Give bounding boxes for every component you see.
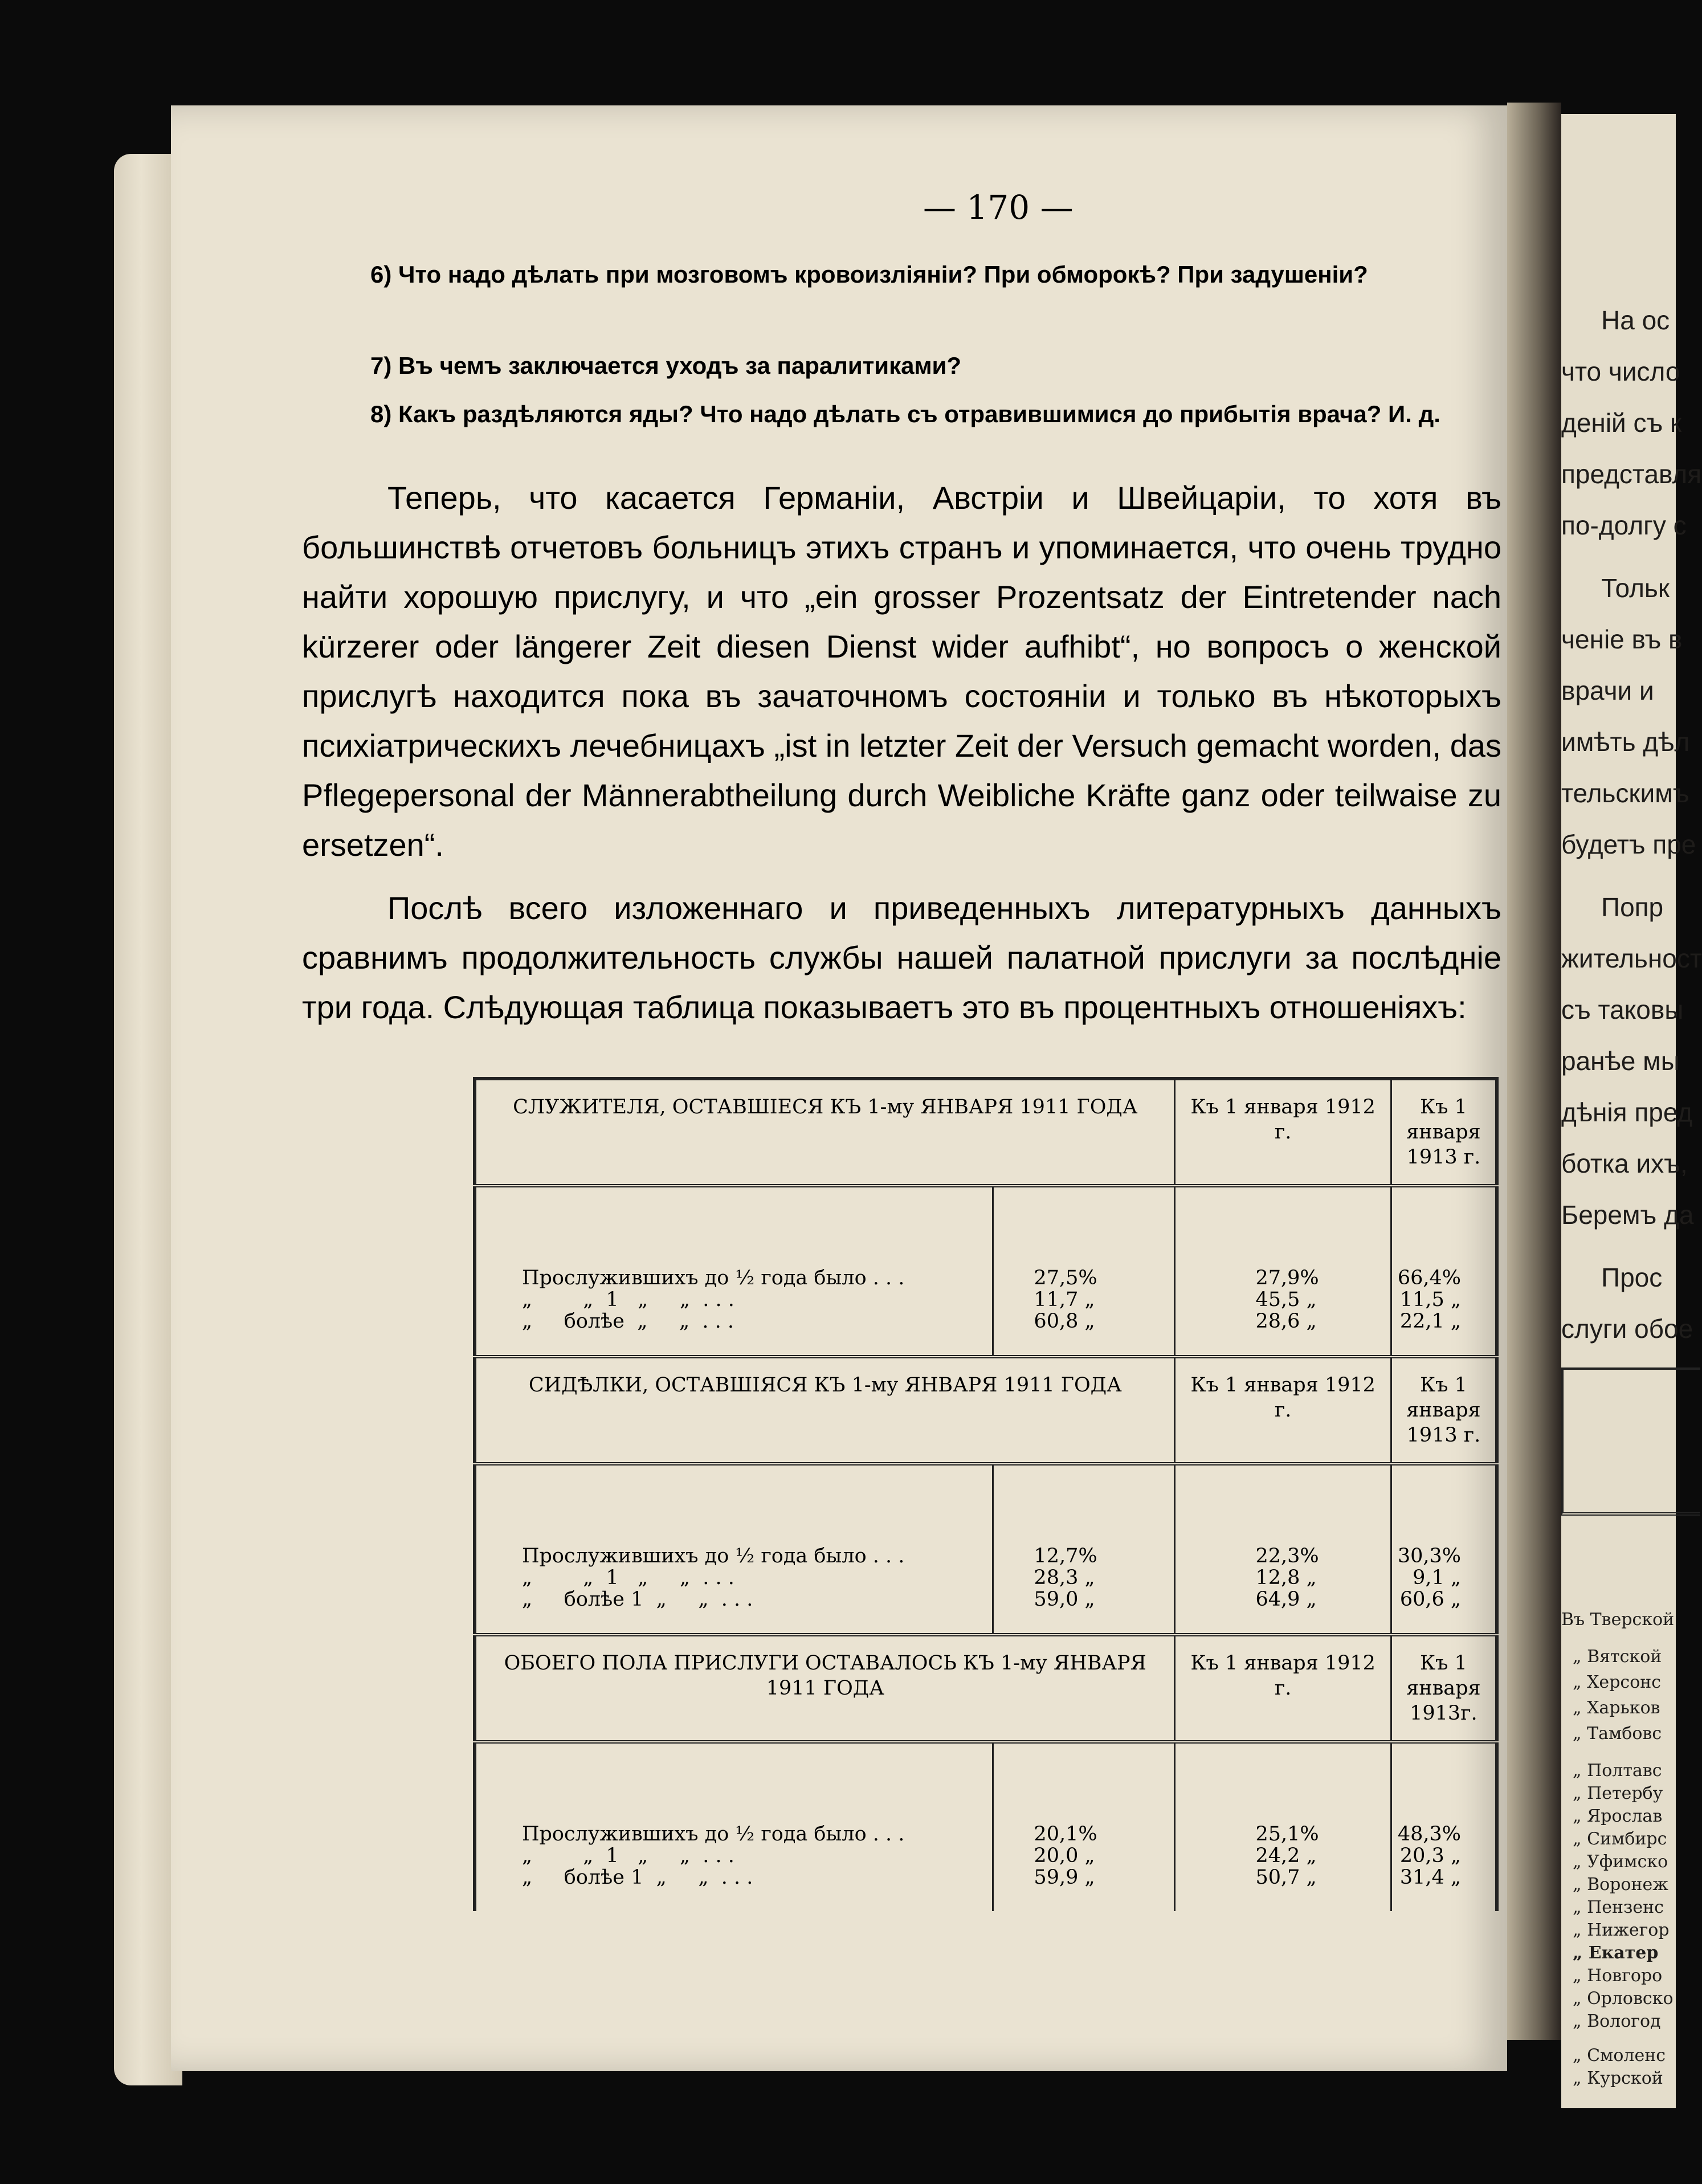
table-cell: 12,7% — [1034, 1545, 1097, 1567]
values-1911 — [993, 1742, 1175, 1911]
table-cell: 12,8 „ — [1255, 1566, 1317, 1589]
values-1913 — [1391, 1742, 1497, 1911]
region-item: „ Полтавс — [1573, 1761, 1662, 1781]
column-header: Къ 1 января 1913 г. — [1391, 1357, 1497, 1464]
table-section-data — [475, 1186, 1497, 1357]
values-1912 — [1175, 1464, 1391, 1635]
table-cell: 22,3% — [1255, 1545, 1319, 1567]
section-title: СИДѢЛКИ, ОСТАВШІЯСЯ КЪ 1-му ЯНВАРЯ 1911 ГОДА — [475, 1357, 1175, 1464]
row-label: „ болѣе „ „ . . . — [522, 1310, 734, 1333]
right-text-line: Беремъ да — [1561, 1200, 1694, 1230]
right-table-frame — [1561, 1367, 1700, 1516]
right-text-line: что число — [1561, 357, 1680, 386]
table-cell: 66,4% — [1397, 1267, 1461, 1289]
table-cell: 20,1% — [1034, 1823, 1097, 1846]
right-text-line: по-долгу с — [1561, 511, 1687, 540]
row-label: „ „ 1 „ „ . . . — [522, 1566, 734, 1589]
region-item: „ Симбирс — [1573, 1829, 1667, 1849]
table-cell: 60,8 „ — [1034, 1310, 1095, 1333]
service-duration-table — [473, 1077, 1499, 1911]
row-label: „ „ 1 „ „ . . . — [522, 1844, 734, 1867]
region-item: „ Екатер — [1573, 1943, 1659, 1963]
row-labels — [475, 1742, 993, 1911]
values-1911 — [993, 1186, 1175, 1357]
table-cell: 28,3 „ — [1034, 1566, 1095, 1589]
column-header: Къ 1 января 1912 г. — [1175, 1079, 1391, 1186]
row-labels — [475, 1186, 993, 1357]
table-cell: 59,9 „ — [1034, 1866, 1095, 1889]
right-text-line: врачи и — [1561, 676, 1654, 705]
region-item: „ Пензенс — [1573, 1897, 1664, 1917]
values-1912 — [1175, 1742, 1391, 1911]
table-cell: 20,3 „ — [1399, 1844, 1461, 1867]
right-text-line: Прос — [1601, 1263, 1663, 1292]
region-item: „ Воронеж — [1573, 1875, 1668, 1895]
region-item: „ Уфимско — [1573, 1852, 1668, 1872]
table-cell: 48,3% — [1397, 1823, 1461, 1846]
region-item: „ Нижегор — [1573, 1920, 1670, 1940]
region-item: „ Курской — [1573, 2068, 1663, 2088]
question-8: 8) Какъ раздѣляются яды? Что надо дѣлать съ отравившимися до прибытія врача? И. д. — [370, 401, 1440, 427]
table-section-header — [475, 1635, 1497, 1742]
region-item: „ Смоленс — [1573, 2046, 1666, 2065]
row-label: „ болѣе 1 „ „ . . . — [522, 1866, 753, 1889]
row-label: „ болѣе 1 „ „ . . . — [522, 1588, 753, 1611]
table-cell: 9,1 „ — [1413, 1566, 1461, 1589]
table-cell: 59,0 „ — [1034, 1588, 1095, 1611]
right-text-line: представля — [1561, 459, 1702, 489]
region-item: „ Новгоро — [1573, 1966, 1663, 1986]
row-label: Прослужившихъ до ½ года было . . . — [522, 1267, 905, 1289]
table-cell: 22,1 „ — [1399, 1310, 1461, 1333]
table-cell: 28,6 „ — [1255, 1310, 1317, 1333]
right-text-line: тельскимъ — [1561, 778, 1689, 808]
right-text-line: имѣть дѣл — [1561, 727, 1690, 757]
table-section-header — [475, 1079, 1497, 1186]
right-text-line: На ос — [1601, 305, 1670, 335]
row-label: „ „ 1 „ „ . . . — [522, 1288, 734, 1311]
table-cell: 20,0 „ — [1034, 1844, 1095, 1867]
right-text-line: дѣнія пред — [1561, 1097, 1693, 1127]
right-text-line: ботка ихъ, — [1561, 1149, 1688, 1178]
table-cell: 24,2 „ — [1255, 1844, 1317, 1867]
right-text-line: съ таковы — [1561, 995, 1684, 1024]
table-section-header — [475, 1357, 1497, 1464]
table-cell: 31,4 „ — [1399, 1866, 1461, 1889]
table-cell: 11,7 „ — [1034, 1288, 1095, 1311]
column-header: Къ 1 января 1912 г. — [1175, 1635, 1391, 1742]
right-text-line: ранѣе мы — [1561, 1046, 1680, 1076]
book-gutter — [1507, 103, 1561, 2040]
table-cell: 64,9 „ — [1255, 1588, 1317, 1611]
row-label: Прослужившихъ до ½ года было . . . — [522, 1823, 905, 1846]
table-cell: 50,7 „ — [1255, 1866, 1317, 1889]
values-1912 — [1175, 1186, 1391, 1357]
question-6: 6) Что надо дѣлать при мозговомъ кровоизліяніи? При обморокѣ? При задушеніи? — [370, 261, 1368, 288]
region-item: „ Вологод — [1573, 2011, 1661, 2031]
region-item: „ Херсонс — [1573, 1672, 1662, 1692]
region-item: „ Харьков — [1573, 1698, 1660, 1718]
table-cell: 30,3% — [1397, 1545, 1461, 1567]
region-item: Въ Тверской — [1561, 1610, 1675, 1630]
right-text-line: будетъ пре — [1561, 830, 1696, 859]
table-cell: 27,9% — [1255, 1267, 1319, 1289]
right-text-line: Тольк — [1601, 573, 1670, 603]
row-label: Прослужившихъ до ½ года было . . . — [522, 1545, 905, 1567]
region-item: „ Вятской — [1573, 1647, 1662, 1667]
region-item: „ Ярослав — [1573, 1806, 1663, 1826]
right-text-line: Попр — [1601, 892, 1664, 922]
values-1911 — [993, 1464, 1175, 1635]
row-labels — [475, 1464, 993, 1635]
table-cell: 27,5% — [1034, 1267, 1097, 1289]
table-cell: 45,5 „ — [1255, 1288, 1317, 1311]
column-header: Къ 1 января 1913г. — [1391, 1635, 1497, 1742]
table-cell: 11,5 „ — [1399, 1288, 1461, 1311]
right-page — [1561, 114, 1702, 2108]
right-text-line: жительност — [1561, 944, 1702, 973]
page-number: — 170 — — [923, 188, 1074, 227]
region-item: „ Орловско — [1573, 1989, 1674, 2009]
table-section-data — [475, 1464, 1497, 1635]
region-item: „ Тамбовс — [1573, 1724, 1662, 1744]
right-text-line: слуги обое — [1561, 1314, 1693, 1344]
column-header: Къ 1 января 1912 г. — [1175, 1357, 1391, 1464]
table-cell: 60,6 „ — [1399, 1588, 1461, 1611]
values-1913 — [1391, 1186, 1497, 1357]
question-7: 7) Въ чемъ заключается уходъ за паралитиками? — [370, 352, 962, 379]
right-text-line: деній съ к — [1561, 408, 1682, 438]
region-item: „ Петербу — [1573, 1783, 1663, 1803]
table-section-data — [475, 1742, 1497, 1911]
right-text-line: ченіе въ в — [1561, 624, 1683, 654]
section-title: ОБОЕГО ПОЛА ПРИСЛУГИ ОСТАВАЛОСЬ КЪ 1-му ЯНВАРЯ 1911 ГОДА — [475, 1635, 1175, 1742]
column-header: Къ 1 января 1913 г. — [1391, 1079, 1497, 1186]
section-title: СЛУЖИТЕЛЯ, ОСТАВШІЕСЯ КЪ 1-му ЯНВАРЯ 1911 ГОДА — [475, 1079, 1175, 1186]
paragraph-comparison: Послѣ всего изложеннаго и приведенныхъ литературныхъ данныхъ сравнимъ продолжительность службы нашей палатной прислуги за послѣдніе три года. Слѣдующая таблица показываетъ это въ процентныхъ отношеніяхъ: — [302, 890, 1501, 1025]
paragraph-germany: Теперь, что касается Германіи, Австріи и Швейцаріи, то хотя въ большинствѣ отчетовъ больницъ этихъ странъ и упоминается, что очень трудно найти хорошую прислугу, и что „ein grosser Prozentsatz der Eintretender nach kürzerer oder längerer Zeit diesen Dienst wider aufhibt“, но вопросъ о женской прислугѣ находится пока въ зачаточномъ состояніи и только въ нѣкоторыхъ психіатрическихъ лечебницахъ „ist in letzter Zeit der Versuch gemacht worden, das Pflegepersonal der Männerabtheilung durch Weibliche Kräfte ganz oder teilwaise zu ersetzen“. — [302, 480, 1501, 863]
values-1913 — [1391, 1464, 1497, 1635]
table-cell: 25,1% — [1255, 1823, 1319, 1846]
